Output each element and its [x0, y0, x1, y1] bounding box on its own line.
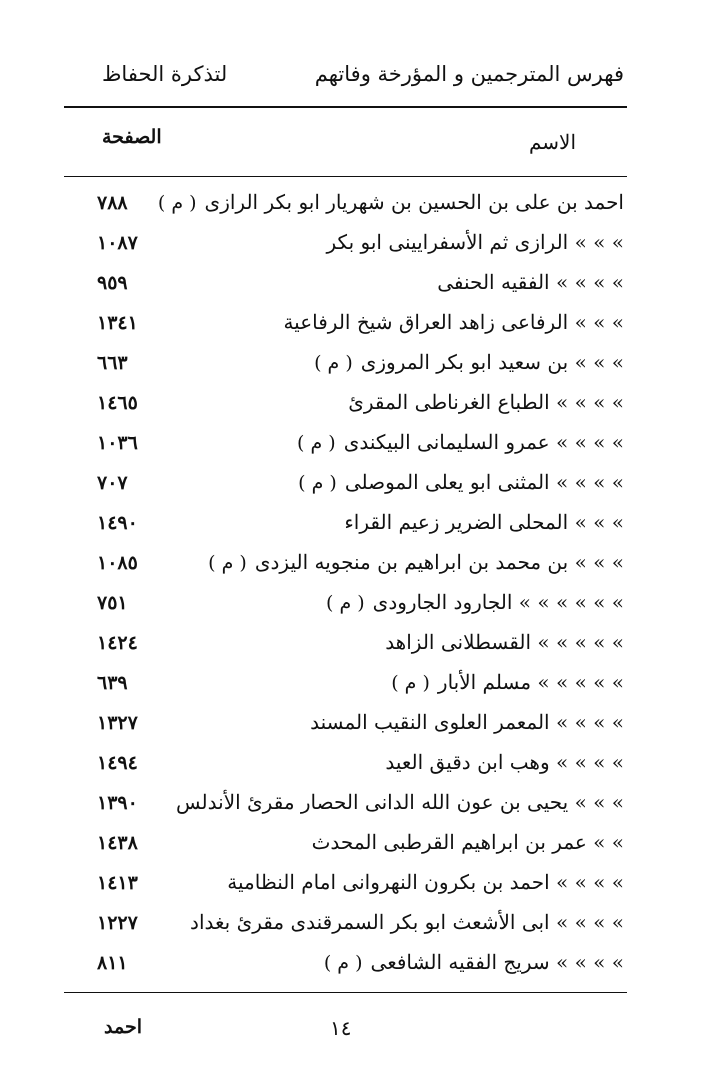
- index-entry: [64, 230, 624, 264]
- footer-rule: [64, 992, 627, 993]
- entry-name: [326, 590, 624, 614]
- entry-name: [283, 310, 624, 334]
- entry-name: [385, 630, 624, 654]
- death-date-mark: ( م ): [298, 472, 337, 494]
- entry-name: [385, 750, 624, 774]
- index-entry: [64, 350, 624, 384]
- page-number: ١٤: [330, 1016, 352, 1040]
- entry-name: [310, 710, 624, 734]
- death-date-mark: ( م ): [391, 672, 430, 694]
- book-title: لتذكرة الحفاظ: [102, 62, 228, 86]
- death-date-mark: ( م ): [157, 192, 197, 214]
- entry-text: » » » » » مسلم الأبار: [437, 670, 624, 694]
- entry-name: [297, 430, 624, 454]
- entry-page-number: ٧٥١: [97, 592, 128, 614]
- entry-text: » » » يحيى بن عون الله الدانى الحصار مقرئ الأندلس: [176, 790, 624, 814]
- index-entry: [64, 190, 624, 224]
- entry-text: احمد بن على بن الحسين بن شهريار ابو بكر الرازى: [204, 190, 624, 214]
- entry-text: » » » » المثنى ابو يعلى الموصلى: [344, 470, 624, 494]
- death-date-mark: ( م ): [326, 592, 365, 614]
- entry-page-number: ١٤٢٤: [97, 632, 138, 654]
- entry-page-number: ٧٠٧: [97, 472, 128, 494]
- entry-text: » » » » الفقيه الحنفى: [437, 270, 624, 294]
- entry-page-number: ١٠٣٦: [97, 432, 138, 454]
- index-entry: [64, 630, 624, 664]
- entry-name: [298, 470, 624, 494]
- entry-name: [208, 550, 624, 574]
- entry-name: [437, 270, 624, 294]
- index-entry: [64, 790, 624, 824]
- entry-page-number: ١٤٦٥: [97, 392, 138, 414]
- death-date-mark: ( م ): [323, 952, 363, 974]
- index-entry: [64, 870, 624, 904]
- entry-text: » » » » وهب ابن دقيق العيد: [385, 750, 624, 774]
- entry-text: » » عمر بن ابراهيم القرطبى المحدث: [311, 830, 624, 854]
- index-title: فهرس المترجمين و المؤرخة وفاتهم: [314, 62, 624, 86]
- index-entry: [64, 710, 624, 744]
- death-date-mark: ( م ): [314, 352, 353, 374]
- running-header: [64, 62, 624, 98]
- entry-name: [327, 230, 624, 254]
- entry-page-number: ١٢٢٧: [97, 912, 138, 934]
- entry-page-number: ٨١١: [97, 952, 128, 974]
- entry-name: [324, 950, 624, 974]
- entry-page-number: ٩٥٩: [97, 272, 128, 294]
- entry-text: » » » » ابى الأشعث ابو بكر السمرقندى مقرئ بغداد: [190, 910, 624, 934]
- entry-name: [348, 390, 624, 414]
- entry-page-number: ١٣٤١: [97, 312, 138, 334]
- index-entry: [64, 950, 624, 984]
- entry-page-number: ١٠٨٥: [97, 552, 138, 574]
- entry-text: » » » بن محمد بن ابراهيم بن منجويه اليزدى: [254, 550, 624, 574]
- entry-page-number: ١٠٨٧: [97, 232, 138, 254]
- name-column-heading: الاسم: [528, 130, 576, 154]
- entry-name: [314, 350, 624, 374]
- entry-page-number: ٧٨٨: [97, 192, 128, 214]
- index-entry: [64, 590, 624, 624]
- page-column-heading: الصفحة: [102, 126, 162, 148]
- index-entry: [64, 430, 624, 464]
- entry-text: » » » الرازى ثم الأسفرايينى ابو بكر: [326, 230, 624, 254]
- entry-text: » » » » » » الجارود الجارودى: [372, 590, 624, 614]
- index-entry: [64, 910, 624, 944]
- entry-page-number: ٦٦٣: [97, 352, 128, 374]
- index-entry: [64, 470, 624, 504]
- entry-name: [344, 510, 624, 534]
- index-entry: [64, 750, 624, 784]
- index-entry: [64, 270, 624, 304]
- index-entry: [64, 830, 624, 864]
- entry-text: » » » » الطباع الغرناطى المقرئ: [348, 390, 624, 414]
- index-entry: [64, 310, 624, 344]
- index-entry: [64, 510, 624, 544]
- entry-text: » » » » المعمر العلوى النقيب المسند: [310, 710, 624, 734]
- entry-text: » » » » سريج الفقيه الشافعى: [370, 950, 624, 974]
- index-entry: [64, 550, 624, 584]
- entry-page-number: ١٤٩٠: [97, 512, 138, 534]
- header-rule: [64, 106, 627, 108]
- entry-name: [391, 670, 624, 694]
- index-entry: [64, 670, 624, 704]
- entry-page-number: ١٤٣٨: [97, 832, 138, 854]
- entry-page-number: ٦٣٩: [97, 672, 128, 694]
- entry-name: [312, 830, 624, 854]
- entry-text: » » » المحلى الضرير زعيم القراء: [344, 510, 624, 534]
- catchword: احمد: [104, 1016, 142, 1038]
- index-entry: [64, 390, 624, 424]
- entry-name: [158, 190, 624, 214]
- entry-name: [176, 790, 624, 814]
- entry-page-number: ١٤١٣: [97, 872, 138, 894]
- death-date-mark: ( م ): [208, 552, 247, 574]
- entry-page-number: ١٣٩٠: [97, 792, 138, 814]
- entry-text: » » » الرفاعى زاهد العراق شيخ الرفاعية: [283, 310, 624, 334]
- entry-name: [227, 870, 624, 894]
- entry-name: [190, 910, 624, 934]
- entry-page-number: ١٣٢٧: [97, 712, 138, 734]
- entry-text: » » » » احمد بن بكرون النهروانى امام النظامية: [227, 870, 624, 894]
- death-date-mark: ( م ): [297, 432, 336, 454]
- entry-text: » » » بن سعيد ابو بكر المروزى: [360, 350, 624, 374]
- entry-page-number: ١٤٩٤: [97, 752, 138, 774]
- entry-text: » » » » » القسطلانى الزاهد: [385, 630, 624, 654]
- entry-text: » » » » عمرو السليمانى البيكندى: [343, 430, 624, 454]
- columns-rule: [64, 176, 627, 177]
